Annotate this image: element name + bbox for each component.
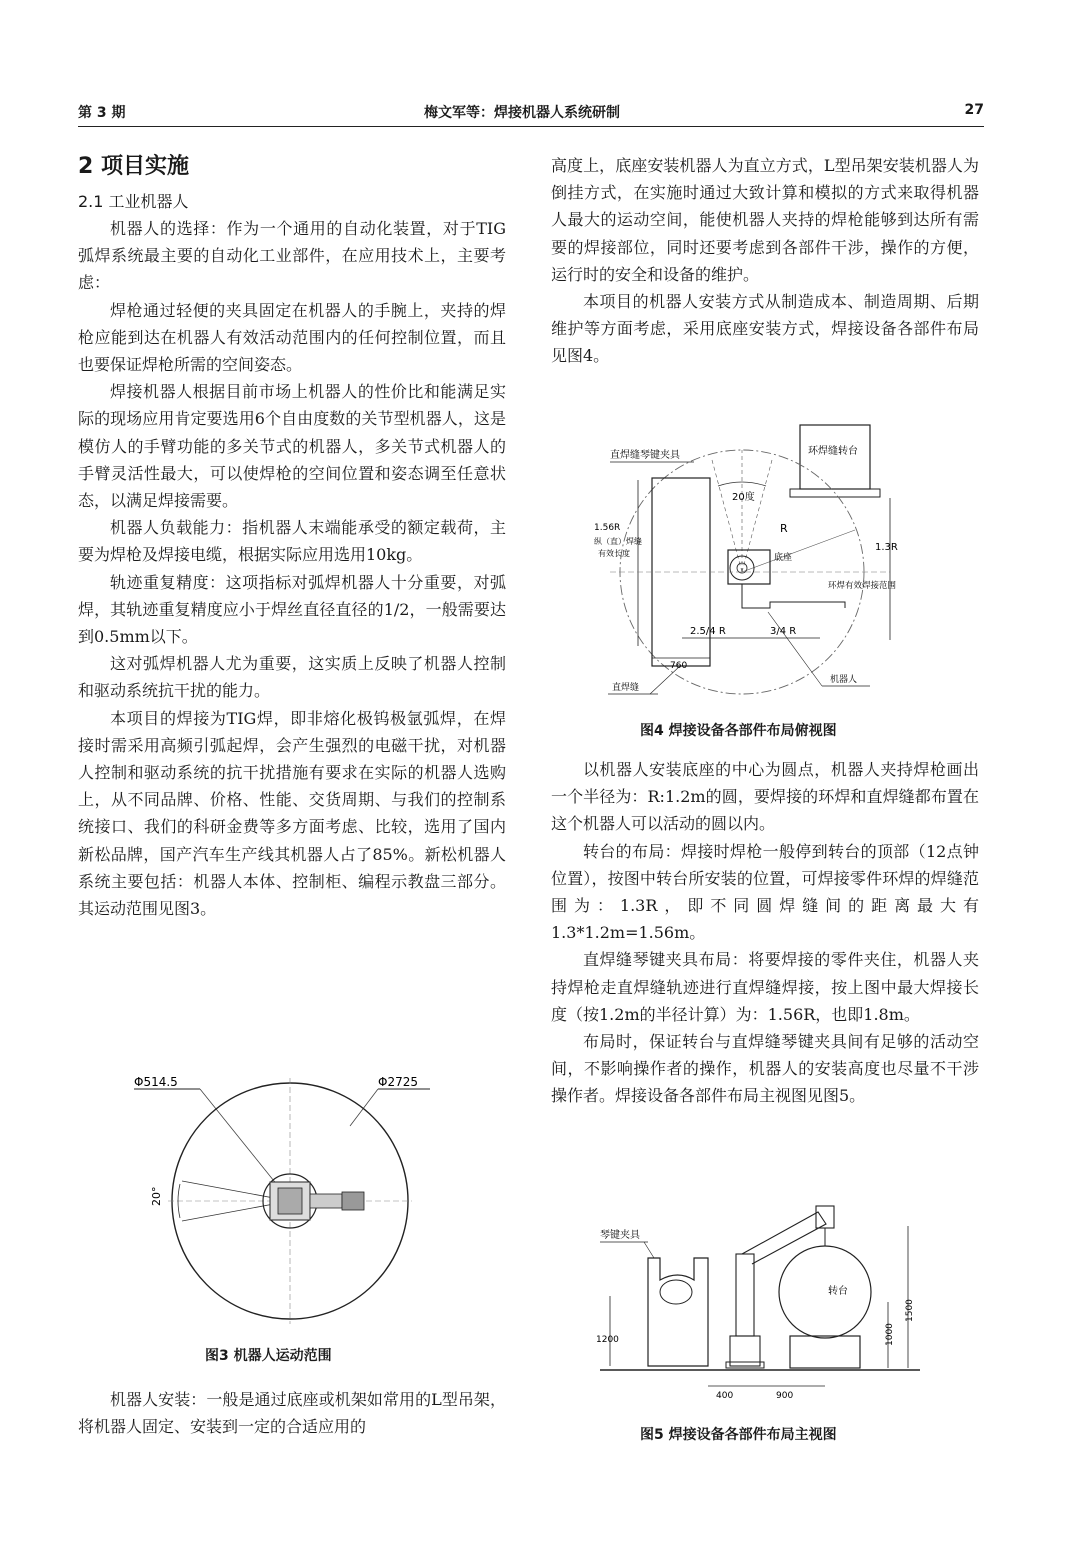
fig4-turntable-label: 环焊缝转台 [808, 446, 858, 457]
robot-base-square [728, 550, 770, 584]
fig4-dim-254R: 2.5/4 R [690, 626, 726, 637]
fig5-dim-1000: 1000 [885, 1323, 895, 1346]
fig5-fixture-label: 琴键夹具 [600, 1230, 640, 1241]
paragraph: 机器人负载能力：指机器人末端能承受的额定载荷，主要为焊枪及焊接电缆，根据实际应用选用10kg。 [78, 518, 506, 565]
fig4-straight-length-1: 纵（直）焊缝 [594, 537, 642, 546]
figure-3-robot-range [120, 1066, 440, 1336]
turntable-box [800, 425, 870, 489]
paragraph: 以机器人安装底座的中心为圆点，机器人夹持焊枪画出一个半径为：R:1.2m的圆，要焊接的环焊和直焊缝都布置在这个机器人可以活动的圆以内。 [551, 760, 979, 834]
fig4-robot-label: 机器人 [830, 675, 858, 685]
right-column-top [551, 152, 979, 370]
fig3-inner-diameter-label: Φ514.5 [134, 1075, 178, 1089]
fig4-straight-weld-label: 直焊缝 [612, 683, 640, 693]
fig4-ring-range-label: 环焊有效焊接范围 [828, 581, 897, 591]
fig5-caption: 图5 焊接设备各部件布局主视图 [640, 1427, 837, 1443]
paragraph: 轨迹重复精度：这项指标对弧焊机器人十分重要，对弧焊，其轨迹重复精度应小于焊丝直径直径的1/2，一般需要达到0.5mm以下。 [78, 572, 506, 647]
fig4-dim-13R: 1.3R [875, 542, 898, 553]
figure-4-top-view-layout [590, 420, 900, 710]
subsection-title: 2.1 工业机器人 [78, 192, 189, 211]
page-number: 27 [964, 102, 984, 118]
left-column [78, 150, 506, 922]
fig4-dim-34R: 3/4 R [770, 626, 797, 637]
right-column-middle [551, 756, 979, 1110]
turntable-drum [779, 1246, 871, 1338]
figure-5-front-view-layout [590, 1196, 930, 1416]
paragraph: 本项目的焊接为TIG焊，即非熔化极钨极氩弧焊，在焊接时需采用高频引弧起焊，会产生强烈的电磁干扰，对机器人控制和驱动系统的抗干扰措施有要求在实际的机器人选购上，从不同品牌、价格、性能、交货周期、与我们的控制系统接口、我们的科研金费等多方面考虑、比较，选用了国内新松品牌，国产汽车生产线其机器人占了85%。新松机器人系统主要包括：机器人本体、控制柜、编程示教盘三部分。其运动范围见图3。 [78, 708, 506, 919]
key-fixture [648, 1258, 708, 1366]
fig4-caption: 图4 焊接设备各部件布局俯视图 [640, 723, 837, 739]
paragraph: 直焊缝琴键夹具布局：将要焊接的零件夹住，机器人夹持焊枪走直焊缝轨迹进行直焊缝焊接，按上图中最大焊接长度（按1.2m的半径计算）为：1.56R，也即1.8m。 [551, 950, 979, 1024]
robot-arm [310, 1194, 342, 1208]
paragraph: 焊枪通过轻便的夹具固定在机器人的手腕上，夹持的焊枪应能到达在机器人有效活动范围内的任何控制位置，而且也要保证焊枪所需的空间姿态。 [78, 300, 506, 375]
paragraph: 焊接机器人根据目前市场上机器人的性价比和能满足实际的现场应用肯定要选用6个自由度数的关节型机器人，这是模仿人的手臂功能的多关节式的机器人，多关节式机器人的手臂灵活性最大，可以使焊枪的空间位置和姿态调至任意状态，以满足焊接需要。 [78, 382, 506, 511]
fig4-base-label: 底座 [774, 553, 793, 563]
paragraph: 布局时，保证转台与直焊缝琴键夹具间有足够的活动空间，不影响操作者的操作，机器人的安装高度也尽量不干涉操作者。焊接设备各部件布局主视图见图5。 [551, 1032, 979, 1106]
fig5-dim-900: 900 [776, 1391, 794, 1401]
fig3-angle-label: 20° [150, 1186, 163, 1206]
fig5-turntable-label: 转台 [828, 1286, 848, 1297]
fig4-fixture-label: 直焊缝琴键夹具 [610, 450, 680, 461]
paragraph: 转台的布局：焊接时焊枪一般停到转台的顶部（12点钟位置），按图中转台所安装的位置，可焊接零件环焊的焊缝范围为：1.3R，即不同圆焊缝间的距离最大有1.3*1.2m=1.56m。 [551, 841, 979, 943]
fig5-dim-1200: 1200 [596, 1335, 619, 1345]
robot-arm [742, 1212, 826, 1264]
fig4-radius-label: R [780, 522, 788, 535]
paragraph: 本项目的机器人安装方式从制造成本、制造周期、后期维护等方面考虑，采用底座安装方式，焊接设备各部件布局见图4。 [551, 292, 979, 366]
fig4-dim-156R: 1.56R [594, 523, 621, 533]
fig5-dim-1500: 1500 [905, 1299, 915, 1322]
fig4-angle-label: 20度 [732, 492, 755, 503]
fig4-dim-760: 760 [670, 661, 688, 671]
fig3-caption: 图3 机器人运动范围 [205, 1348, 332, 1364]
robot-column [736, 1254, 754, 1336]
section-title: 2 项目实施 [78, 154, 189, 179]
paragraph: 高度上，底座安装机器人为直立方式，L型吊架安装机器人为倒挂方式，在实施时通过大致计算和模拟的方式来取得机器人最大的运动空间，能使机器人夹持的焊枪能够到达所有需要的焊接部位，同时还要考虑到各部件干涉，操作的方便，运行时的安全和设备的维护。 [551, 156, 979, 284]
paragraph: 这对弧焊机器人尤为重要，这实质上反映了机器人控制和驱动系统抗干扰的能力。 [78, 654, 506, 701]
left-bottom-text [78, 1386, 506, 1440]
fig4-straight-length-2: 有效长度 [598, 549, 630, 558]
paragraph: 机器人安装：一般是通过底座或机架如常用的L型吊架，将机器人固定、安装到一定的合适应用的 [78, 1390, 506, 1437]
running-header [78, 100, 984, 127]
fig5-dim-400: 400 [716, 1391, 734, 1401]
running-title: 梅文军等：焊接机器人系统研制 [424, 105, 620, 121]
fig3-outer-diameter-label: Φ2725 [378, 1075, 418, 1089]
paragraph: 机器人的选择：作为一个通用的自动化装置，对于TIG弧焊系统最主要的自动化工业部件，在应用技术上，主要考虑： [78, 219, 506, 293]
issue-number: 第 3 期 [78, 105, 126, 121]
